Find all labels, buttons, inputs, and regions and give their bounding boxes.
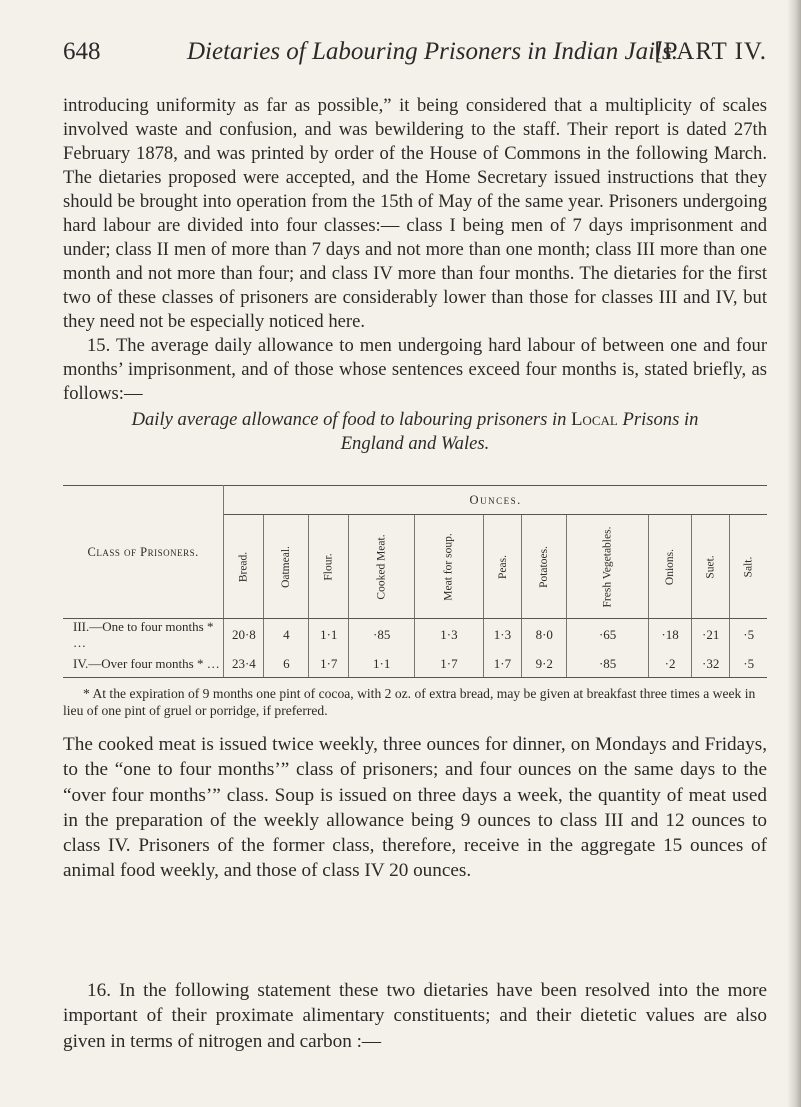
col-salt: Salt. <box>730 515 767 619</box>
caption-local: Local <box>571 409 618 430</box>
table-caption <box>63 408 767 456</box>
table-cell: 1·3 <box>415 619 483 652</box>
table-cell: 1·7 <box>483 651 522 678</box>
caption-line2: England and Wales. <box>340 433 490 454</box>
table-cell: 8·0 <box>522 619 567 652</box>
paragraph-intro: introducing uniformity as far as possible,” it being considered that a multiplicity of scales involved waste and confusion, and was bewildering to the staff. Their report is dated 27th February 1878, and was printed by order of the House of Commons in the following March. The dietaries proposed were accepted, and the Home Secretary issued instructions that they should be brought into operation from the 15th of May of the same year. Prisoners undergoing hard labour are divided into four classes:— class I being men of 7 days imprisonment and under; class II men of more than 7 days and not more than one month; class III more than one month and not more than four; and class IV more than four months. The dietaries for the first two of these classes of prisoners are considerably lower than those for classes III and IV, but they need not be especially noticed here. <box>63 95 767 332</box>
table-cell: ·2 <box>649 651 692 678</box>
table-cell: 1·7 <box>309 651 349 678</box>
col-potatoes: Potatoes. <box>522 515 567 619</box>
running-head <box>63 38 767 72</box>
table-cell: ·18 <box>649 619 692 652</box>
caption-part2: Prisons in <box>622 409 699 430</box>
footnote-text: * At the expiration of 9 months one pint of cocoa, with 2 oz. of extra bread, may be given at breakfast three times a week in lieu of one pint of gruel or porridge, if preferred. <box>63 686 756 718</box>
col-fresh-vegetables: Fresh Vegetables. <box>567 515 649 619</box>
row-label: IV.—Over four months * … <box>63 651 224 678</box>
col-peas: Peas. <box>483 515 522 619</box>
paragraph-cooked-meat: The cooked meat is issued twice weekly, three ounces for dinner, on Mondays and Fridays, to the “one to four months’” class of prisoners; and four ounces on the same days to the “over four months’” class. Soup is issued on three days a week, the quantity of meat used in the preparation of the weekly allowance being 9 ounces to class III and 12 ounces to class IV. Prisoners of the former class, therefore, receive in the aggregate 15 ounces of animal food weekly, and those of class IV 20 ounces. <box>63 734 767 882</box>
table-cell: ·21 <box>691 619 729 652</box>
table-row <box>63 651 767 678</box>
table-cell: 4 <box>264 619 309 652</box>
page-edge-shadow <box>787 0 801 1107</box>
paragraph-15-number: 15. <box>87 335 111 356</box>
table-cell: ·32 <box>691 651 729 678</box>
paragraph-16: 16. In the following statement these two dietaries have been resolved into the more important of their proximate alimentary constituents; and their dietetic values are also given in terms of nitrogen and carbon :— <box>63 980 767 1052</box>
table-footnote <box>63 685 767 719</box>
col-flour: Flour. <box>309 515 349 619</box>
table-cell: 1·7 <box>415 651 483 678</box>
paragraph-15-text: The average daily allowance to men undergoing hard labour of between one and four months’ imprisonment, and of those whose sentences exceed four months is, stated briefly, as follows:— <box>63 335 768 404</box>
col-oatmeal: Oatmeal. <box>264 515 309 619</box>
paragraph-15 <box>63 334 767 406</box>
row-label: III.—One to four months * … <box>63 619 224 652</box>
col-suet: Suet. <box>691 515 729 619</box>
table-cell: 23·4 <box>224 651 264 678</box>
table-cell: 1·3 <box>483 619 522 652</box>
col-meat-for-soup: Meat for soup. <box>415 515 483 619</box>
table-cell: 1·1 <box>349 651 415 678</box>
caption-part1: Daily average allowance of food to labouring prisoners in <box>131 409 567 430</box>
page-number: 648 <box>63 38 101 65</box>
table-cell: 1·1 <box>309 619 349 652</box>
diet-table <box>63 485 767 678</box>
table-row <box>63 619 767 652</box>
table-cell: ·5 <box>730 651 767 678</box>
table-cell: 20·8 <box>231 627 256 642</box>
col-cooked-meat: Cooked Meat. <box>349 515 415 619</box>
col-bread: Bread. <box>224 515 264 619</box>
table-cell: ·5 <box>730 619 767 652</box>
table-cell: 9·2 <box>522 651 567 678</box>
class-header: Class of Prisoners. <box>63 486 224 619</box>
table-cell: ·85 <box>349 619 415 652</box>
table-cell: ·85 <box>567 651 649 678</box>
ounces-header: Ounces. <box>224 486 767 515</box>
part-marker: [PART IV. <box>654 38 767 65</box>
table-cell: ·65 <box>567 619 649 652</box>
table-cell: 6 <box>264 651 309 678</box>
col-onions: Onions. <box>649 515 692 619</box>
running-title: Dietaries of Labouring Prisoners in Indian Jails. <box>187 38 678 65</box>
